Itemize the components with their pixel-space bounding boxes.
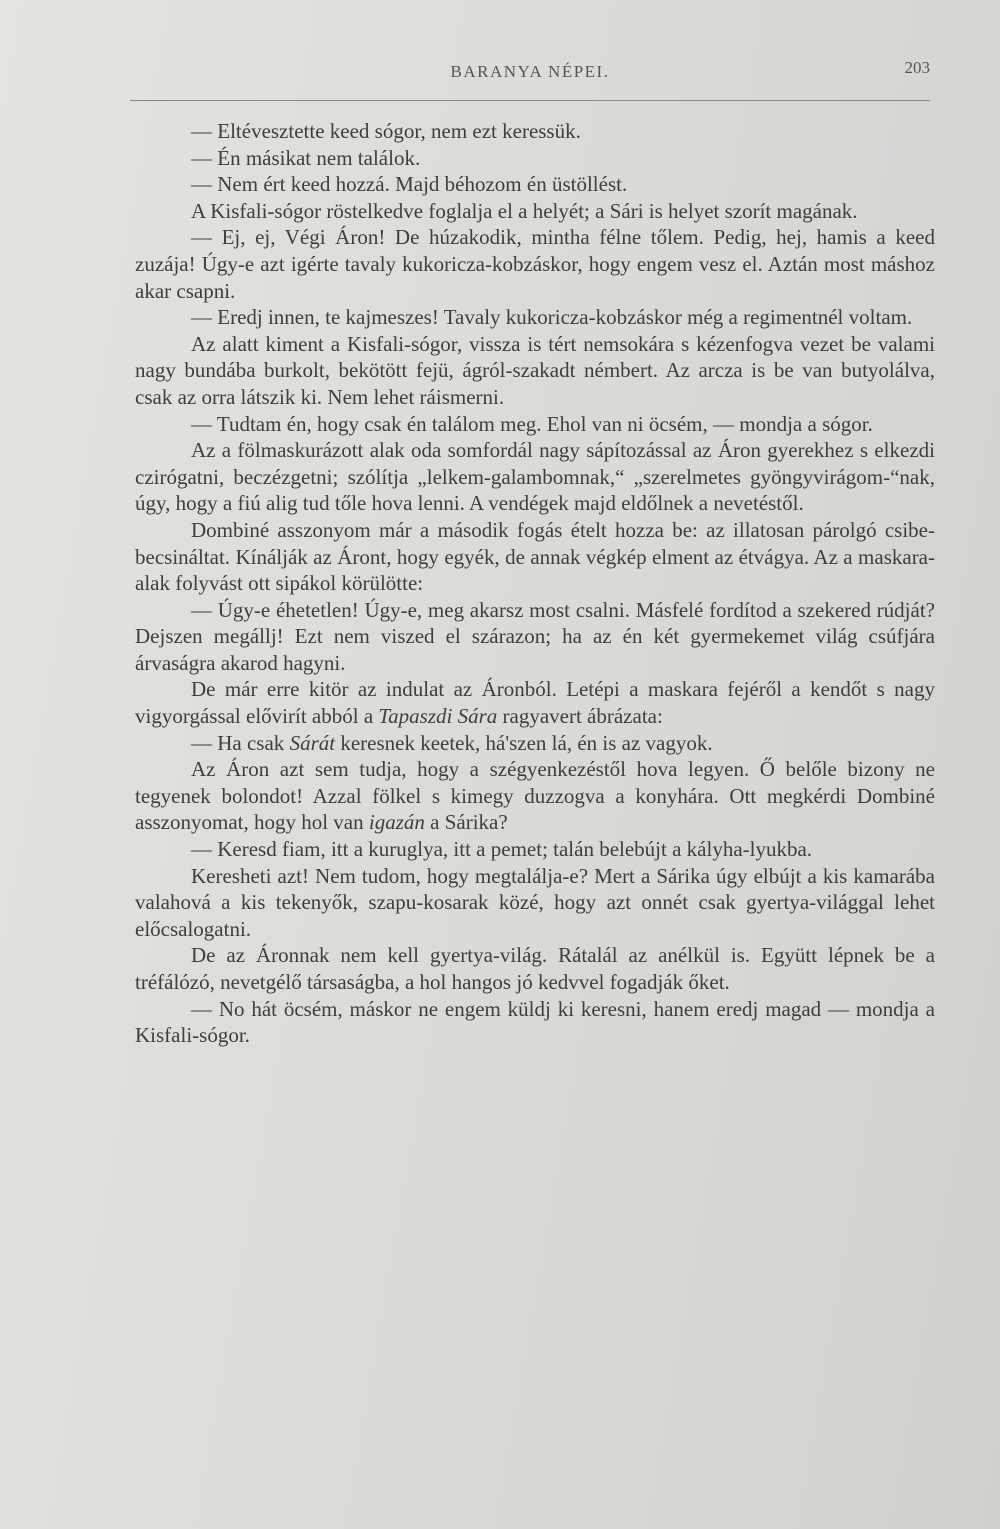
page-number: 203 — [904, 58, 930, 77]
paragraph: — Ha csak Sárát keresnek keetek, há'szen lá, én is az vagyok. — [191, 730, 713, 755]
paragraph: Keresheti azt! Nem tudom, hogy megtalálja-e? Mert a Sárika úgy elbújt a kis kamarába valahová a kis tekenyők, szapu-kosarak közé, hogy azt onnét csak gyertya-világgal lehet előcsalogatni. — [135, 863, 935, 941]
paragraph: Dombiné asszonyom már a második fogás ételt hozza be: az illatosan párolgó csibe-becsináltat. Kínálják az Áront, hogy egyék, de annak végkép elment az étvágya. Az a maskara-alak folyvást ott sipákol körülötte: — [135, 517, 935, 596]
paragraph: Az Áron azt sem tudja, hogy a szégyenkezéstől hova legyen. Ő belőle bizony ne tegyenek bolondot! Azzal fölkel s kimegy duzzogva a konyhára. Ott megkérdi Dombiné asszonyomat, hogy hol van igazán a Sárika? — [135, 757, 935, 835]
paragraph: — No hát öcsém, máskor ne engem küldj ki keresni, hanem eredj magad — mondja a Kisfali-sógor. — [135, 996, 935, 1048]
paragraph: — Ej, ej, Végi Áron! De húzakodik, mintha félne tőlem. Pedig, hej, hamis a keed zuzája! Úgy-e azt igérte tavaly kukoricza-kobzáskor, hogy engem vesz el. Aztán most máshoz akar csapni. — [135, 225, 935, 303]
running-head: BARANYA NÉPEI. — [450, 62, 610, 81]
paragraph: — Én másikat nem találok. — [191, 145, 421, 170]
paragraph: — Eltévesztette keed sógor, nem ezt keressük. — [191, 119, 581, 143]
paragraph: Az alatt kiment a Kisfali-sógor, vissza is tért nemsokára s kézenfogva vezet be valami nagy bundába burkolt, bekötött fejü, ágról-szakadt némbert. Az arcza is be van butyolálva, csak az orra látszik ki. Nem lehet ráismerni. — [135, 331, 935, 409]
body-text — [135, 118, 935, 1049]
paragraph: — Úgy-e éhetetlen! Úgy-e, meg akarsz most csalni. Másfelé fordítod a szekered rúdját? Dejszen megállj! Ezt nem viszed el szárazon; ha az én két gyermekemet világ csúfjára árvaságra akarod hagyni. — [135, 597, 935, 675]
paragraph: A Kisfali-sógor röstelkedve foglalja el a helyét; a Sári is helyet szorít magának. — [191, 198, 858, 223]
paragraph: — Keresd fiam, itt a kuruglya, itt a pemet; talán belebújt a kályha-lyukba. — [191, 837, 813, 862]
paragraph: — Eredj innen, te kajmeszes! Tavaly kukoricza-kobzáskor még a regimentnél voltam. — [191, 305, 913, 330]
paragraph: De az Áronnak nem kell gyertya-világ. Rátalál az anélkül is. Együtt lépnek be a tréfálózó, nevetgélő társaságba, a hol hangos jó kedvvel fogadják őket. — [135, 943, 935, 994]
page-header — [130, 58, 930, 101]
paragraph: — Tudtam én, hogy csak én találom meg. Ehol van ni öcsém, — mondja a sógor. — [191, 411, 873, 436]
paragraph: Az a fölmaskurázott alak oda somfordál nagy sápítozással az Áron gyerekhez s elkezdi czirógatni, beczézgetni; szólítja „lelkem-galambomnak,“ „szerelmetes gyöngyvirágom-“nak, úgy, hogy a fiú alig tud tőle hova lenni. A vendégek majd eldőlnek a nevetéstől. — [135, 438, 935, 516]
paragraph: De már erre kitör az indulat az Áronból. Letépi a maskara fejéről a kendőt s nagy vigyorgással elővirít abból a Tapaszdi Sára ragyavert ábrázata: — [135, 677, 935, 729]
paragraph: — Nem ért keed hozzá. Majd béhozom én üstöllést. — [191, 172, 628, 197]
